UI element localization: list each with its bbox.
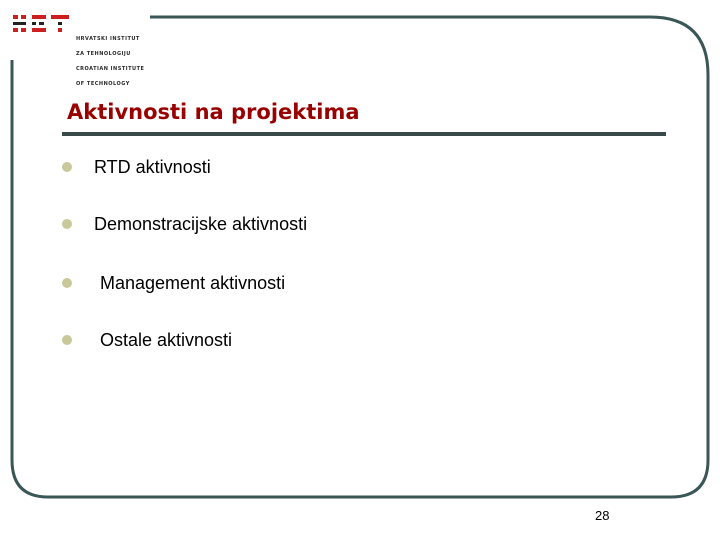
list-item-label: RTD aktivnosti <box>94 156 211 177</box>
logo-line: CROATIAN INSTITUTE <box>76 65 145 72</box>
list-item <box>62 155 211 179</box>
logo-line: OF TECHNOLOGY <box>76 80 130 87</box>
list-item-label: Ostale aktivnosti <box>100 329 233 350</box>
hit-logo-text <box>76 28 144 96</box>
page-number: 28 <box>595 508 610 523</box>
bullet-icon <box>62 219 72 229</box>
list-item <box>62 271 286 295</box>
list-item <box>62 212 308 236</box>
title-divider <box>62 132 666 136</box>
list-item <box>62 328 233 352</box>
hit-logo-mark-icon <box>10 12 80 40</box>
list-item-label: Management aktivnosti <box>100 272 286 293</box>
bullet-icon <box>62 335 72 345</box>
bullet-icon <box>62 162 72 172</box>
slide-title: Aktivnosti na projektima <box>67 100 360 124</box>
list-item-label: Demonstracijske aktivnosti <box>94 213 308 234</box>
bullet-icon <box>62 278 72 288</box>
logo-line: HRVATSKI INSTITUT <box>76 35 140 42</box>
logo-line: ZA TEHNOLOGIJU <box>76 50 131 57</box>
